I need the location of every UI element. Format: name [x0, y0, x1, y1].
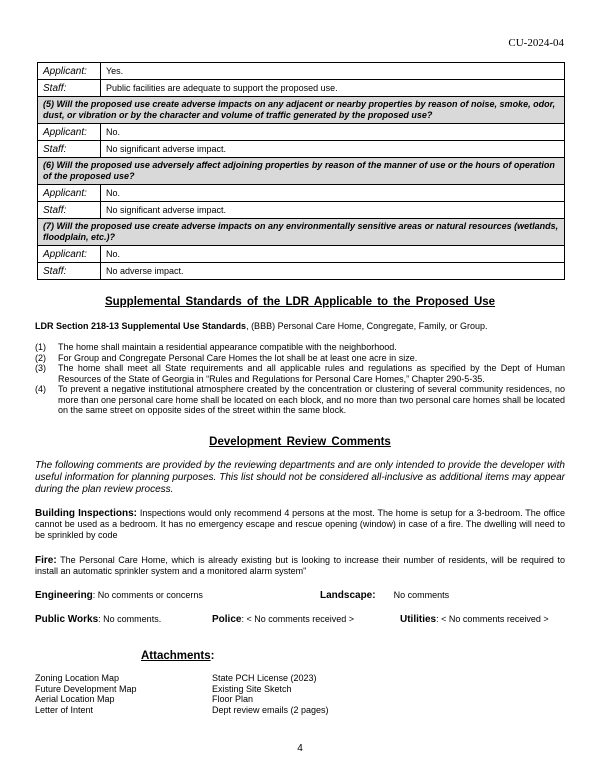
police-label: Police [212, 614, 242, 625]
respondent-label: Staff: [38, 202, 101, 219]
building-inspections-label: Building Inspections: [35, 508, 138, 519]
ldr-section-line [35, 321, 488, 331]
list-item: Zoning Location Map [35, 673, 120, 683]
list-item: Dept review emails (2 pages) [212, 704, 329, 715]
fire-label: Fire: [35, 555, 57, 566]
review-criteria-table [37, 62, 565, 280]
engineering-label: Engineering [35, 590, 93, 601]
response-text: No. [101, 246, 565, 263]
criteria-answer-row [38, 263, 565, 280]
utilities-label: Utilities [400, 614, 437, 625]
list-item [35, 363, 565, 384]
list-item-number: (3) [35, 363, 46, 373]
page-number: 4 [297, 743, 303, 754]
utilities-comment [400, 614, 549, 625]
criteria-answer-row [38, 185, 565, 202]
criteria-question-row [38, 158, 565, 185]
public-works-label: Public Works [35, 614, 99, 625]
engineering-text: : No comments or concerns [92, 590, 203, 600]
list-item: Existing Site Sketch [212, 683, 292, 694]
list-item: Aerial Location Map [35, 694, 115, 704]
criteria-answer-row [38, 80, 565, 97]
criteria-answer-row [38, 124, 565, 141]
criteria-answer-row [38, 63, 565, 80]
list-item-text: For Group and Congregate Personal Care Homes the lot shall be at least one acre in size. [58, 352, 418, 363]
criteria-question-row [38, 219, 565, 246]
development-review-heading: Development Review Comments [209, 436, 391, 448]
respondent-label: Staff: [38, 263, 101, 280]
landscape-label: Landscape: [320, 590, 376, 601]
fire-text: The Personal Care Home, which is already existing but is looking to increase their number of residents, will be required to install an automatic sprinkler system and a monitored alarm system" [35, 555, 565, 576]
respondent-label: Applicant: [38, 63, 101, 80]
criteria-question: (7) Will the proposed use create adverse impacts on any environmentally sensitive areas or natural resources (wetlands, floodplain, etc.)? [38, 219, 565, 246]
response-text: No. [101, 124, 565, 141]
response-text: No significant adverse impact. [101, 202, 565, 219]
document-id: CU-2024-04 [508, 37, 564, 49]
respondent-label: Applicant: [38, 246, 101, 263]
respondent-label: Staff: [38, 80, 101, 97]
engineering-comment [35, 590, 203, 601]
list-item: Future Development Map [35, 683, 137, 694]
utilities-text: : < No comments received > [436, 614, 549, 624]
building-inspections-text: Inspections would only recommend 4 persons at the most. The home is setup for a 3-bedroom. The office cannot be used as a bedroom. It has no emergency escape and rescue opening (window) in case of a fire. The dwelling will need to be sprinkled by code [35, 508, 565, 540]
criteria-answer-row [38, 141, 565, 158]
response-text: Public facilities are adequate to support the proposed use. [101, 80, 565, 97]
list-item [35, 353, 565, 364]
criteria-question: (5) Will the proposed use create adverse impacts on any adjacent or nearby properties by reason of noise, smoke, odor, dust, or vibration or by the character and volume of traffic generated by the proposed use? [38, 97, 565, 124]
criteria-answer-row [38, 246, 565, 263]
police-text: : < No comments received > [241, 614, 355, 624]
list-item [35, 384, 565, 416]
ldr-section-use: , (BBB) Personal Care Home, Congregate, Family, or Group. [246, 321, 488, 331]
list-item-text: The home shall meet all State requirements and all applicable rules and regulations as specified by the Dept of Human Resources of the State of Georgia in “Rules and Regulations for Personal Care Homes,” Chapter 290-5-35. [58, 363, 565, 384]
public-works-comment [35, 614, 161, 625]
attachments-list-right [212, 673, 329, 715]
response-text: No. [101, 185, 565, 202]
landscape-comment [320, 590, 449, 601]
fire-comment [35, 555, 565, 577]
list-item-number: (1) [35, 342, 46, 352]
respondent-label: Applicant: [38, 185, 101, 202]
criteria-question: (6) Will the proposed use adversely affect adjoining properties by reason of the manner of use or the hours of operation of the proposed use? [38, 158, 565, 185]
ldr-section-title: LDR Section 218-13 Supplemental Use Standards [35, 321, 247, 331]
response-text: No adverse impact. [101, 263, 565, 280]
attachments-heading-text: Attachments [141, 650, 211, 662]
list-item-number: (2) [35, 352, 46, 363]
list-item: Floor Plan [212, 694, 254, 704]
attachments-heading-colon: : [210, 650, 215, 662]
list-item: Letter of Intent [35, 704, 94, 715]
building-inspections-comment [35, 508, 565, 541]
criteria-answer-row [38, 202, 565, 219]
police-comment [212, 614, 354, 625]
list-item-text: To prevent a negative institutional atmosphere created by the concentration or clustering of several community residences, no more than one personal care home shall be located on each block, and no more than two personal care homes shall be located on the same street on opposite sides of the street within the same block. [58, 384, 565, 415]
attachments-list-left [35, 673, 137, 715]
review-intro: The following comments are provided by the reviewing departments and are only intended to provide the developer with useful information for planning purposes. This list should not be considered all-inclusive as additional items may appear during the plan review process. [35, 460, 565, 495]
response-text: Yes. [101, 63, 565, 80]
response-text: No significant adverse impact. [101, 141, 565, 158]
list-item-text: The home shall maintain a residential appearance compatible with the neighborhood. [58, 342, 397, 352]
supplemental-standards-list [35, 342, 565, 416]
list-item-number: (4) [35, 384, 46, 394]
list-item: State PCH License (2023) [212, 673, 317, 683]
criteria-question-row [38, 97, 565, 124]
respondent-label: Applicant: [38, 124, 101, 141]
attachments-heading [141, 650, 215, 662]
supplemental-standards-heading: Supplemental Standards of the LDR Applicable to the Proposed Use [104, 296, 496, 308]
public-works-text: : No comments. [98, 614, 162, 624]
respondent-label: Staff: [38, 141, 101, 158]
list-item [35, 342, 565, 353]
landscape-text: No comments [393, 590, 450, 600]
